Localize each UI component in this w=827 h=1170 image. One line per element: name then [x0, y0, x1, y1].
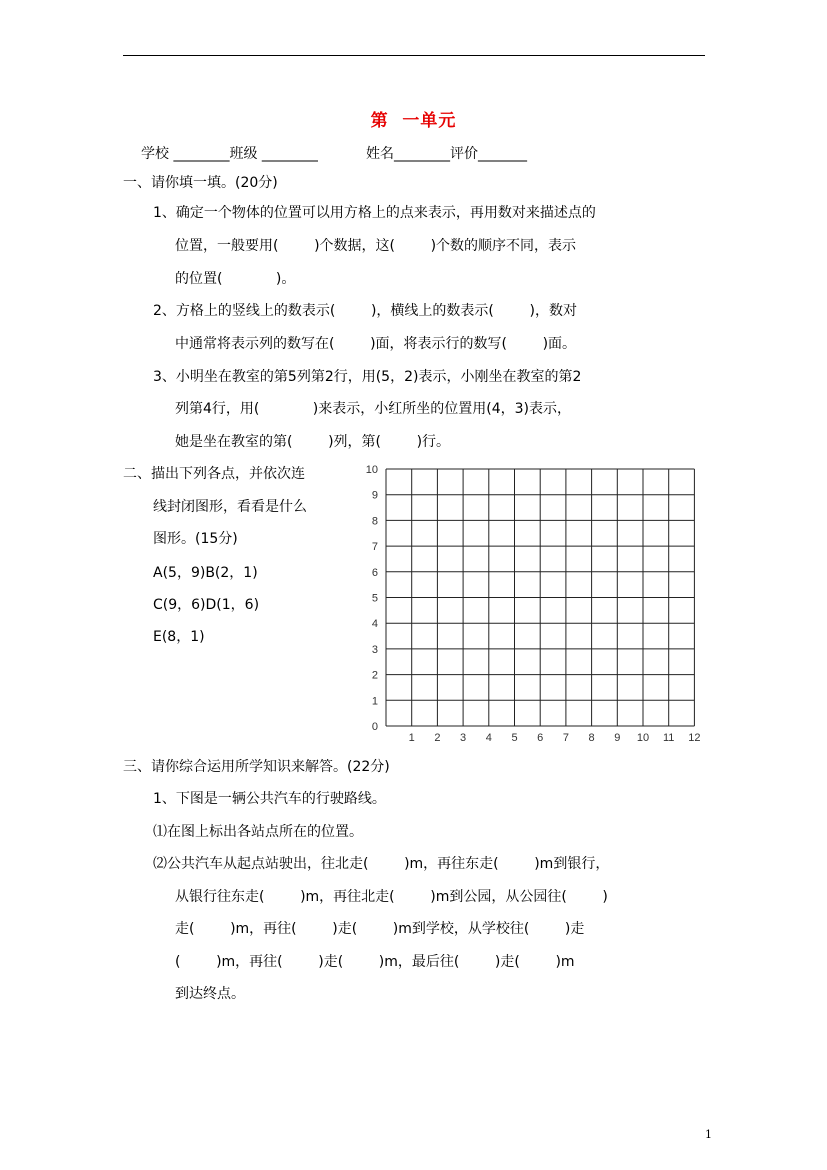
points-cd: C(9，6)D(1，6): [153, 597, 260, 613]
q3-line3: 她是坐在教室的第( )列，第( )行。: [175, 434, 451, 450]
y-tick-label: 0: [371, 721, 378, 733]
s3-sub2-line3: 走( )m，再往( )走( )m到学校，从学校往( )走: [175, 921, 585, 937]
s3-sub2-line2: 从银行往东走( )m，再往北走( )m到公园，从公园往( ): [175, 889, 608, 905]
y-tick-label: 10: [365, 464, 378, 476]
school-class-fields: 学校 ________班级 ________: [141, 146, 318, 162]
q1-line1: 1、确定一个物体的位置可以用方格上的点来表示，再用数对来描述点的: [153, 205, 596, 221]
x-tick-label: 11: [662, 732, 675, 744]
x-tick-label: 2: [434, 732, 441, 744]
x-tick-label: 4: [485, 732, 492, 744]
x-tick-label: 7: [562, 732, 569, 744]
s3-sub2-line5: 到达终点。: [175, 986, 245, 1002]
s3-q1: 1、下图是一辆公共汽车的行驶路线。: [153, 791, 386, 807]
s3-sub1: ⑴在图上标出各站点所在的位置。: [153, 824, 363, 840]
coordinate-grid: [352, 460, 712, 754]
section2-line2: 图形。(15分): [153, 531, 238, 547]
s3-sub2-line1: ⑵公共汽车从起点站驶出，往北走( )m，再往东走( )m到银行，: [153, 856, 610, 872]
x-tick-label: 12: [688, 732, 701, 744]
grid-svg: [352, 460, 712, 750]
x-tick-label: 5: [511, 732, 518, 744]
q1-line3: 的位置( )。: [175, 271, 296, 287]
y-tick-label: 3: [371, 643, 378, 656]
page-number: 1: [705, 1128, 712, 1141]
q1-line2: 位置，一般要用( )个数据，这( )个数的顺序不同，表示: [175, 238, 577, 254]
q3-line1: 3、小明坐在教室的第5列第2行，用(5，2)表示，小刚坐在教室的第2: [153, 369, 582, 385]
section2-heading: 二、描出下列各点，并依次连: [123, 466, 305, 482]
y-tick-label: 4: [371, 618, 378, 631]
y-tick-label: 9: [371, 489, 378, 502]
q2-line1: 2、方格上的竖线上的数表示( )，横线上的数表示( )，数对: [153, 303, 577, 319]
points-ab: A(5，9)B(2，1): [153, 565, 258, 581]
section1-heading: 一、请你填一填。(20分): [123, 175, 278, 191]
y-tick-label: 2: [371, 669, 378, 682]
q2-line2: 中通常将表示列的数写在( )面，将表示行的数写( )面。: [175, 336, 577, 352]
x-tick-label: 9: [614, 732, 621, 744]
point-e: E(8，1): [153, 629, 205, 645]
y-tick-label: 6: [371, 566, 378, 579]
x-tick-label: 3: [460, 732, 467, 744]
x-tick-label: 8: [588, 732, 595, 744]
x-tick-label: 6: [537, 732, 544, 744]
section2-line1: 线封闭图形，看看是什么: [153, 499, 307, 515]
y-tick-label: 7: [371, 541, 378, 554]
x-tick-label: 10: [636, 732, 650, 744]
section3-heading: 三、请你综合运用所学知识来解答。(22分): [123, 759, 390, 775]
y-tick-label: 1: [371, 695, 378, 708]
header-rule: [123, 55, 705, 56]
name-score-fields: 姓名________评价_______: [366, 146, 527, 162]
page-title: 第 一单元: [370, 111, 457, 131]
s3-sub2-line4: ( )m，再往( )走( )m，最后往( )走( )m: [175, 954, 575, 970]
y-tick-label: 5: [371, 592, 378, 605]
q3-line2: 列第4行，用( )来表示，小红所坐的位置用(4，3)表示，: [175, 401, 571, 417]
x-tick-label: 1: [408, 732, 415, 744]
y-tick-label: 8: [371, 515, 378, 528]
